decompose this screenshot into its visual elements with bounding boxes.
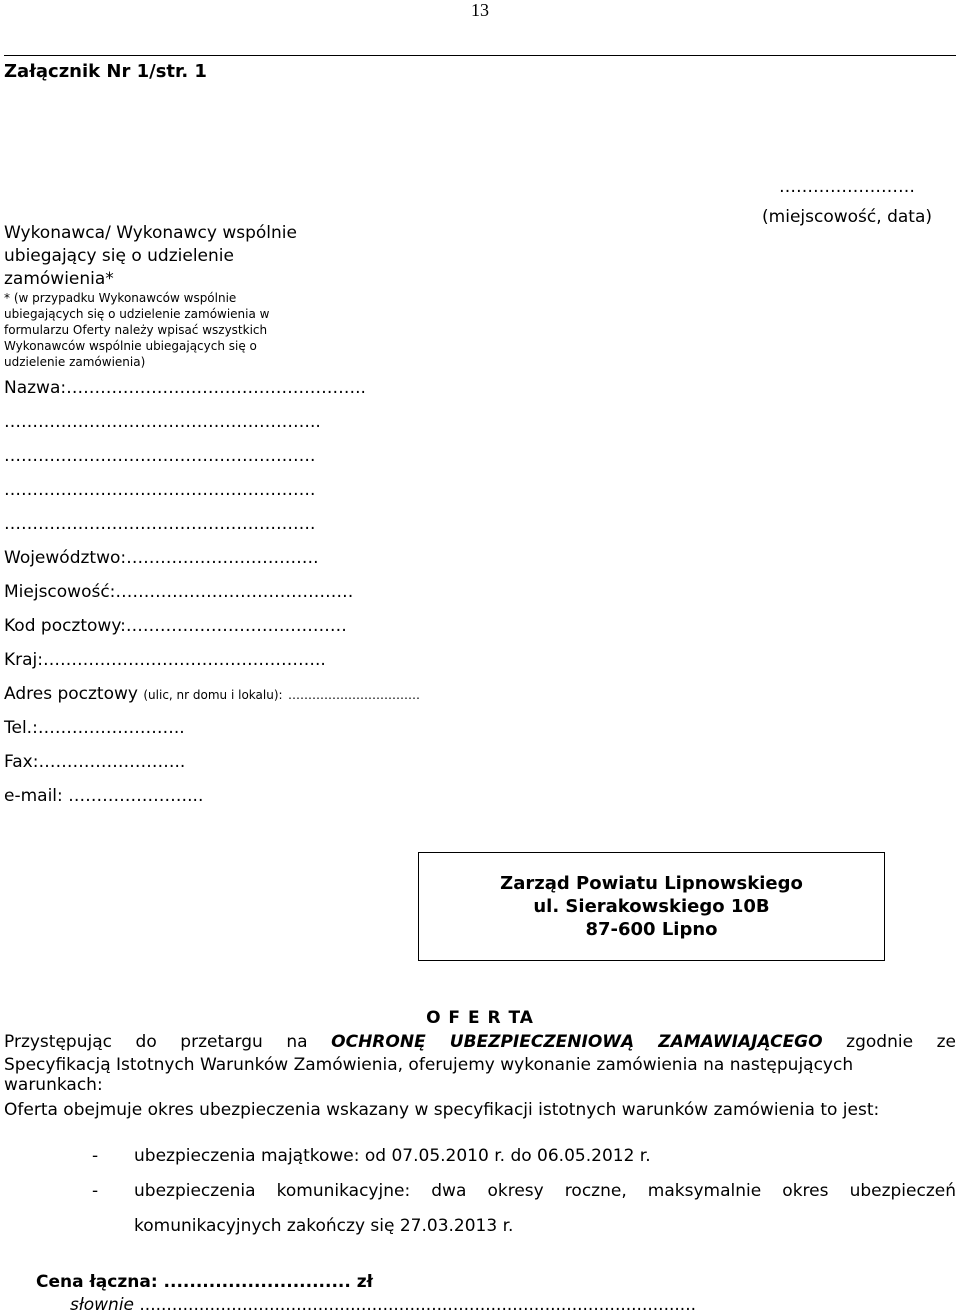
country-dots: ………………………………………….. — [43, 650, 326, 670]
recipient-city: 87-600 Lipno — [585, 919, 718, 940]
total-price[interactable] — [36, 1272, 373, 1292]
total-currency: zł — [356, 1272, 373, 1292]
page-number: 13 — [471, 0, 489, 20]
address-label: Adres pocztowy — [4, 684, 138, 704]
phone-label: Tel.: — [4, 718, 38, 738]
list-item-property: ubezpieczenia majątkowe: od 07.05.2010 r. do 06.05.2012 r. — [134, 1146, 651, 1166]
city-field[interactable] — [4, 582, 353, 602]
country-label: Kraj: — [4, 650, 44, 670]
header-rule — [4, 55, 956, 56]
words-label: słownie — [70, 1295, 134, 1315]
voivodeship-label: Województwo: — [4, 548, 127, 568]
offer-scope: Oferta obejmuje okres ubezpieczenia wskazany w specyfikacji istotnych warunków zamówienia to jest: — [4, 1100, 880, 1120]
intro-subject: OCHRONĘ UBEZPIECZENIOWĄ ZAMAWIAJĄCEGO — [331, 1032, 823, 1052]
voivodeship-field[interactable] — [4, 548, 319, 568]
postal-code-field[interactable] — [4, 616, 347, 636]
address-hint: (ulic, nr domu i lokalu): — [143, 688, 283, 702]
place-date-block — [762, 172, 932, 232]
postal-dots: ………………………………… — [125, 616, 347, 636]
name-line-2[interactable]: ……………………………………………….. — [4, 412, 321, 432]
email-label: e-mail: — [4, 786, 63, 806]
contractor-heading: Wykonawca/ Wykonawcy wspólnie ubiegający się o udzielenie zamówienia* — [4, 223, 297, 289]
name-label: Nazwa: — [4, 378, 67, 398]
city-label: Miejscowość: — [4, 582, 116, 602]
price-in-words[interactable] — [70, 1295, 696, 1315]
fax-field[interactable] — [4, 752, 185, 772]
offer-title: O F E R TA — [426, 1008, 534, 1028]
place-date-dots: …………………… — [779, 177, 916, 197]
list-item-vehicle-line-2: komunikacyjnych zakończy się 27.03.2013 r. — [134, 1216, 514, 1236]
offer-intro-line-2: Specyfikacją Istotnych Warunków Zamówienia, oferujemy wykonanie zamówienia na następujących warunkach: — [4, 1055, 854, 1095]
words-dots: ....................................................................................................... — [139, 1295, 696, 1315]
email-dots: …………………... — [68, 786, 204, 806]
place-date-label: (miejscowość, data) — [762, 207, 932, 227]
fax-label: Fax: — [4, 752, 39, 772]
total-dots: ............................. — [163, 1272, 351, 1292]
postal-address-field[interactable] — [4, 684, 420, 704]
voivodeship-dots: ……………………………. — [126, 548, 319, 568]
total-label: Cena łączna: — [36, 1272, 158, 1292]
list-dash-1: - — [92, 1146, 99, 1166]
recipient-street: ul. Sierakowskiego 10B — [533, 896, 770, 917]
list-item-vehicle-line-1: ubezpieczenia komunikacyjne: dwa okresy roczne, maksymalnie okres ubezpieczeń — [134, 1181, 956, 1201]
annex-title: Załącznik Nr 1/str. 1 — [4, 61, 207, 82]
fax-dots: …………………….. — [38, 752, 186, 772]
recipient-name: Zarząd Powiatu Lipnowskiego — [500, 873, 803, 894]
city-dots: …………………………………… — [115, 582, 354, 602]
offer-intro-line-1 — [4, 1032, 956, 1052]
name-dots: …………………………………………….. — [66, 378, 366, 398]
contractor-note: * (w przypadku Wykonawców wspólnie ubiegających się o udzielenie zamówienia w formularzu Oferty należy wpisać wszystkich Wykonawców wspólnie ubiegających się o udzielenie zamówienia) — [4, 291, 270, 369]
address-dots: …………………………… — [287, 688, 420, 702]
intro-end: zgodnie ze — [846, 1032, 956, 1052]
name-line-5[interactable]: ………………………………………………. — [4, 514, 316, 534]
intro-start: Przystępując do przetargu na — [4, 1032, 308, 1052]
list-dash-2: - — [92, 1181, 99, 1201]
postal-label: Kod pocztowy: — [4, 616, 126, 636]
country-field[interactable] — [4, 650, 326, 670]
phone-dots: …………………….. — [37, 718, 185, 738]
name-line-4[interactable]: ………………………………………………. — [4, 480, 316, 500]
phone-field[interactable] — [4, 718, 185, 738]
email-field[interactable] — [4, 786, 203, 806]
name-line-3[interactable]: ………………………………………………. — [4, 446, 316, 466]
name-field[interactable] — [4, 378, 366, 398]
